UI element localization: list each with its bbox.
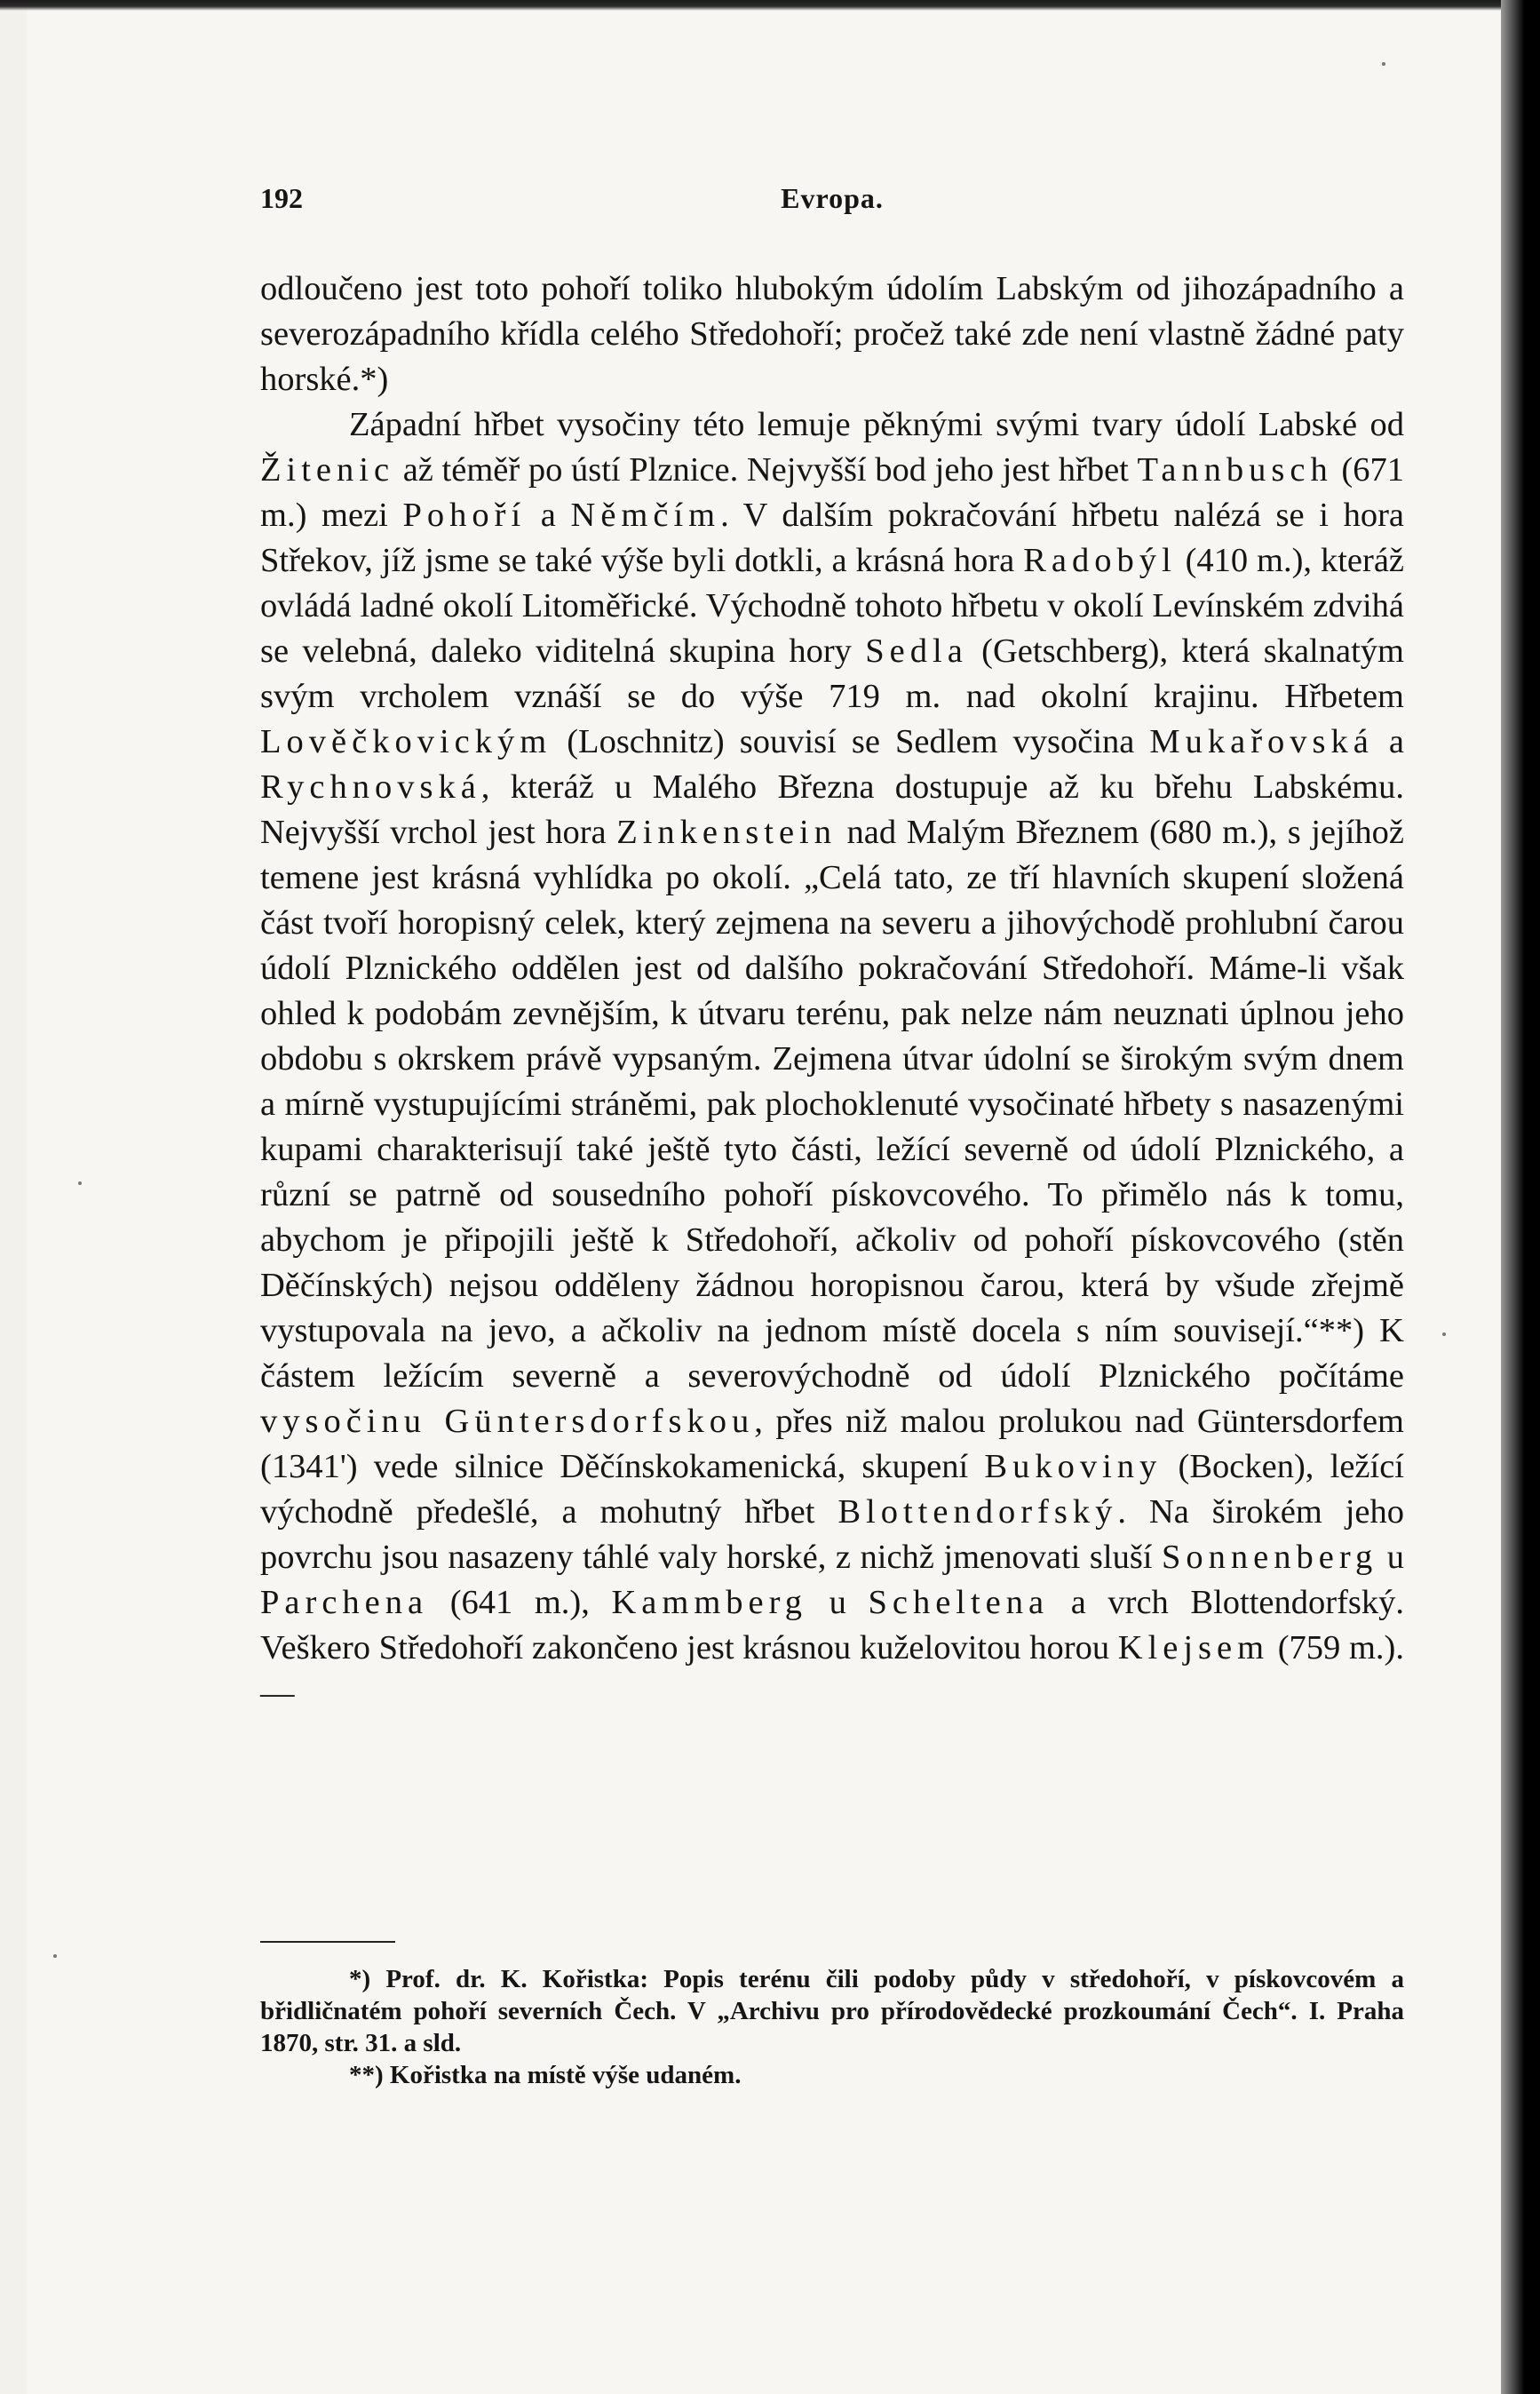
footnote: *) Prof. dr. K. Kořistka: Popis terénu čili podoby půdy v středohoří, v pískovcovém a břidličnatém pohoří severních Čech. V „Archivu pro přírodovědecké prozkoumání Čech“. I. Praha 1870, str. 31. a sld. bbox=[260, 1965, 1404, 2057]
footnote: **) Kořistka na místě výše udaném. bbox=[349, 2061, 742, 2089]
scan-speck bbox=[1382, 62, 1385, 66]
spaced-name: Němčím bbox=[570, 497, 721, 534]
text-run: u bbox=[1377, 1539, 1405, 1576]
text-run: (671 m.) mezi bbox=[260, 451, 1404, 534]
text-run: nad Malým Březnem (680 m.), s jejíhož temene jest krásná vyhlídka po okolí. „Celá tato, ze tří hlavních skupení složená část tvoří horopisný celek, který zejmena na severu a jihovýchodě prohlubní čarou údolí Plznického oddělen jest od dalšího pokračování Středohoří. Máme-li však ohled k podobám zevnějším, k útvaru terénu, pak nelze nám neuznati úplnou jeho obdobu s okrskem právě vypsaným. Zejmena útvar údolní se širokým svým dnem a mírně vystupujícími stráněmi, pak plochoklenuté vysočinaté hřbety s nasazenými kupami charakterisují také ještě tyto části, ležící severně od údolí Plznického, a různí se patrně od sousedního pohoří pískovcového. To přimělo nás k tomu, abychom je připojili ještě k Středohoří, ačkoliv od pohoří pískovcového (stěn Děčínských) nejsou odděleny žádnou horopisnou čarou, která by všude zřejmě vystupovala na jevo, a ačkoliv na jednom místě docela s ním souvisejí.“**) K částem ležícím severně a severovýchodně od údolí Plznického počítáme bbox=[260, 814, 1404, 1395]
text-run: (Getschberg), která skalnatým svým vrcholem vznáší se do výše 719 m. nad okolní krajinu. Hřbetem bbox=[260, 632, 1404, 715]
paragraph bbox=[260, 266, 1404, 402]
paragraph bbox=[260, 402, 1404, 1716]
spaced-name: Sedla bbox=[865, 632, 968, 670]
spaced-name: Pohoří bbox=[402, 497, 527, 534]
spaced-name: Scheltena bbox=[868, 1584, 1050, 1621]
text-run: . V dalším pokračování hřbetu nalézá se i hora Střekov, jíž jsme se také výše byli dotkli, a krásná hora bbox=[260, 497, 1404, 579]
spaced-name: Tannbusch bbox=[1137, 451, 1333, 489]
main-text bbox=[260, 266, 1404, 1716]
text-run: a bbox=[1373, 723, 1405, 760]
text-run: u bbox=[806, 1584, 869, 1621]
spaced-name: Zinkenstein bbox=[616, 814, 837, 851]
text-run: (641 m.), bbox=[428, 1584, 612, 1621]
scan-speck bbox=[53, 1954, 57, 1958]
spaced-name: Sonnenberg bbox=[1162, 1539, 1378, 1576]
text-run: , kteráž u Malého Března dostupuje až ku břehu Labskému. Nejvyšší vrchol jest hora bbox=[260, 768, 1404, 851]
scan-speck bbox=[1442, 1332, 1446, 1336]
spaced-name: Radobýl bbox=[1023, 542, 1177, 579]
spaced-name: Blottendorfský bbox=[837, 1493, 1118, 1531]
spaced-name: Bukoviny bbox=[984, 1448, 1163, 1485]
text-run: , přes niž malou prolukou nad Güntersdorfem (1341') vede silnice Děčínskokamenická, skupení bbox=[260, 1403, 1404, 1485]
text-run: a vrch Blottendorfský. Veškero Středohoří zakončeno jest krásnou kuželovitou horou bbox=[260, 1584, 1405, 1666]
text-run: (759 m.). — bbox=[260, 1629, 1404, 1712]
spaced-name: Kammberg bbox=[611, 1584, 807, 1621]
scan-top-edge bbox=[0, 0, 1540, 11]
spaced-name: Lověčkovickým bbox=[260, 723, 552, 760]
text-run: (Loschnitz) souvisí se Sedlem vysočina bbox=[552, 723, 1150, 760]
text-run: Západní hřbet vysočiny této lemuje pěknými svými tvary údolí Labské od bbox=[349, 406, 1404, 443]
text-run: . Na širokém jeho povrchu jsou nasazeny táhlé valy horské, z nichž jmenovati sluší bbox=[260, 1493, 1404, 1576]
text-run: odloučeno jest toto pohoří toliko hlubokým údolím Labským od jihozápadního a severozápadního křídla celého Středohoří; pročež také zde není vlastně žádné paty horské.*) bbox=[260, 270, 1404, 398]
footnotes bbox=[260, 1963, 1404, 2091]
scan-speck bbox=[78, 1181, 82, 1185]
spaced-name: Klejsem bbox=[1117, 1629, 1270, 1666]
footnote-separator bbox=[260, 1941, 395, 1943]
text-run: a bbox=[526, 497, 571, 534]
page-header bbox=[260, 182, 1404, 218]
scan-right-edge bbox=[1501, 0, 1540, 2394]
page-number: 192 bbox=[260, 182, 303, 214]
running-head: Evropa. bbox=[781, 182, 884, 214]
spaced-name: Mukařovská bbox=[1149, 723, 1374, 760]
text-run: (Bocken), ležící východně předešlé, a mohutný hřbet bbox=[260, 1448, 1404, 1531]
spaced-name: Parchena bbox=[260, 1584, 429, 1621]
spaced-name: Rychnovská bbox=[260, 768, 481, 806]
spaced-name: vysočinu Güntersdorfskou bbox=[260, 1403, 755, 1440]
text-run: až téměř po ústí Plznice. Nejvyšší bod jeho jest hřbet bbox=[394, 451, 1138, 489]
text-run: (410 m.), kteráž ovládá ladné okolí Litoměřické. Východně tohoto hřbetu v okolí Levínském zdvihá se velebná, daleko viditelná skupina hory bbox=[260, 542, 1405, 670]
spaced-name: Žitenic bbox=[260, 451, 395, 489]
